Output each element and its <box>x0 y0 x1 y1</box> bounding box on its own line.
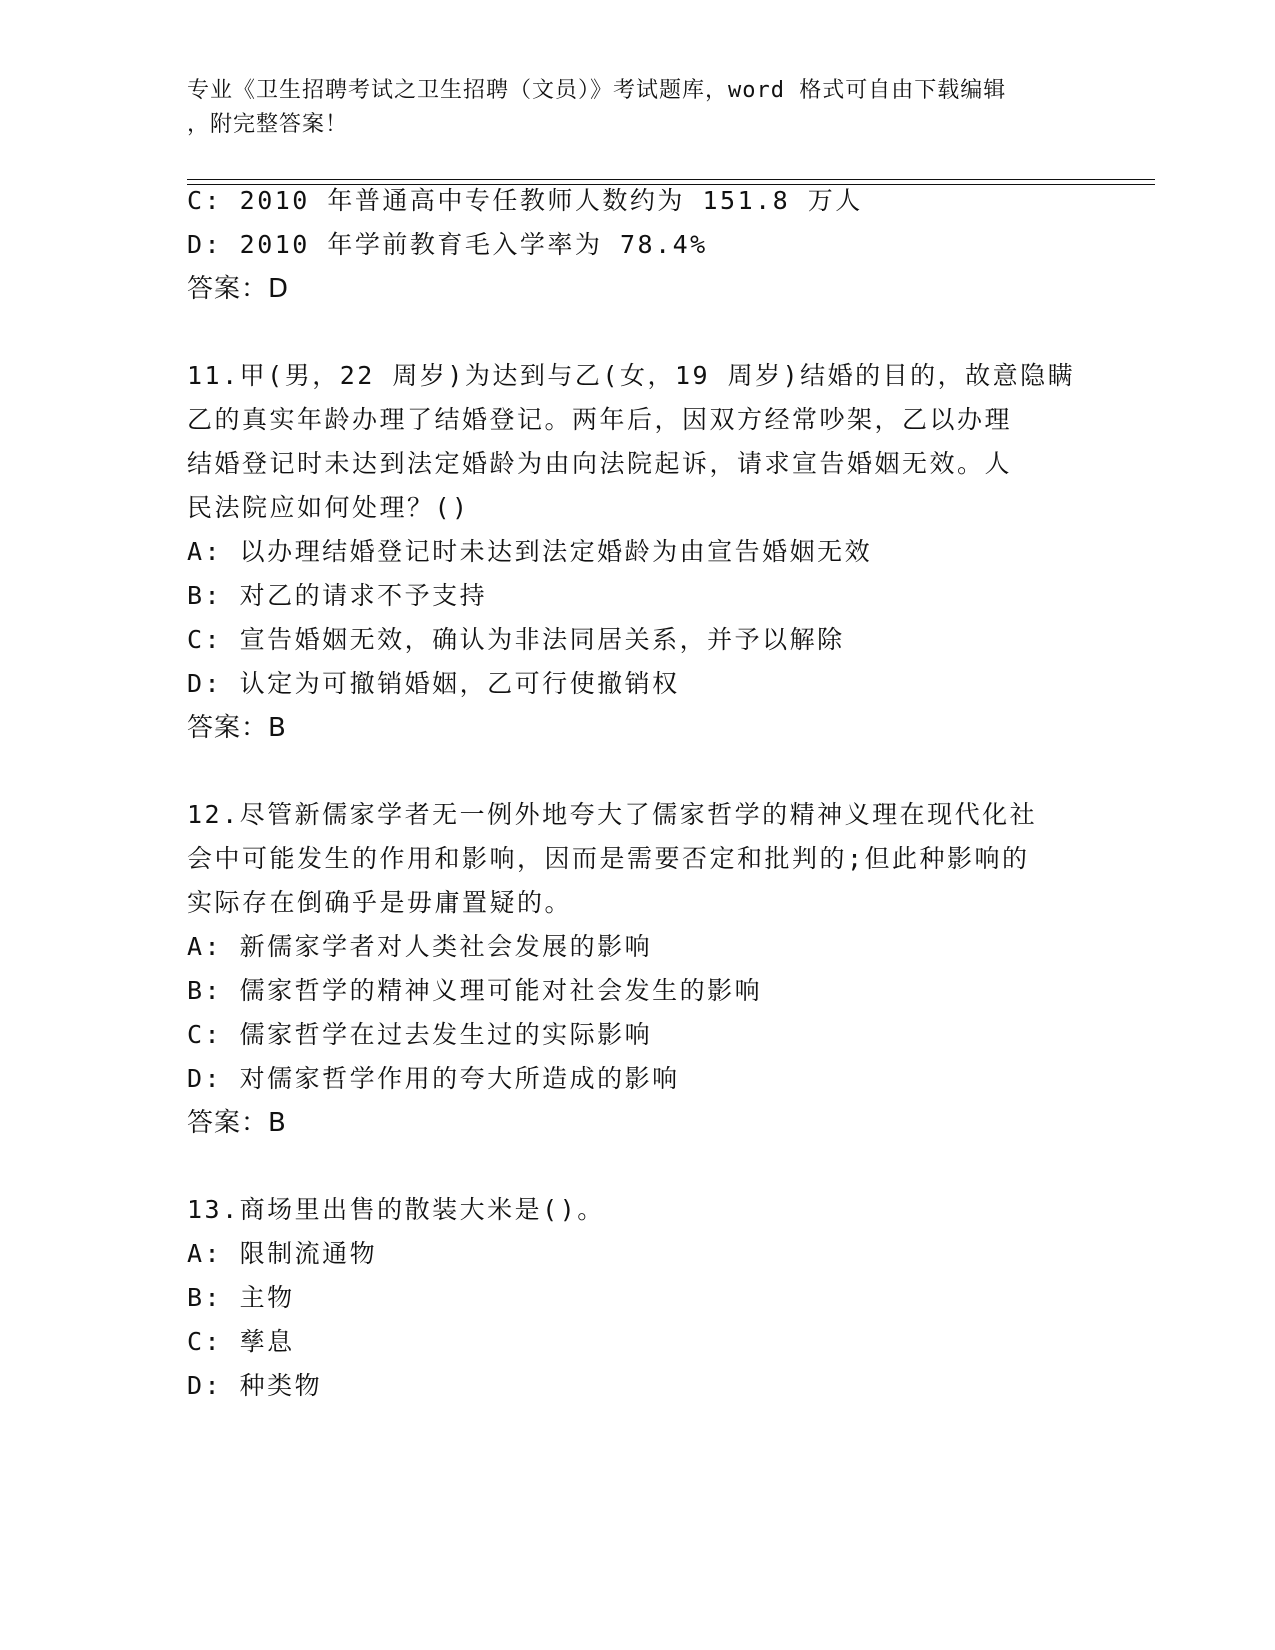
header-line-1: 专业《卫生招聘考试之卫生招聘（文员）》考试题库，word 格式可自由下载编辑 <box>187 78 1007 103</box>
q13-option-b: B: 主物 <box>187 1283 295 1312</box>
q12-answer: 答案：B <box>187 1108 287 1138</box>
header-line-2: ，附完整答案！ <box>187 112 349 137</box>
q11-stem-line-4: 民法院应如何处理？() <box>187 493 470 522</box>
q11-answer: 答案：B <box>187 713 287 743</box>
q12-option-d: D: 对儒家哲学作用的夸大所造成的影响 <box>187 1064 680 1093</box>
q11-option-c: C: 宣告婚姻无效，确认为非法同居关系，并予以解除 <box>187 625 845 654</box>
q12-stem-line-1: 12.尽管新儒家学者无一例外地夸大了儒家哲学的精神义理在现代化社 <box>187 800 1038 829</box>
q11-stem-line-1: 11.甲(男，22 周岁)为达到与乙(女，19 周岁)结婚的目的，故意隐瞒 <box>187 361 1076 390</box>
q13-option-d: D: 种类物 <box>187 1371 323 1400</box>
q12-stem-line-3: 实际存在倒确乎是毋庸置疑的。 <box>187 888 573 917</box>
q10-option-c: C: 2010 年普通高中专任教师人数约为 151.8 万人 <box>187 186 863 215</box>
q11-option-b: B: 对乙的请求不予支持 <box>187 581 488 610</box>
header-divider-top <box>187 179 1155 180</box>
q11-option-a: A: 以办理结婚登记时未达到法定婚龄为由宣告婚姻无效 <box>187 537 873 566</box>
q13-stem: 13.商场里出售的散装大米是()。 <box>187 1195 605 1224</box>
header-divider-bottom <box>187 184 1155 185</box>
q11-option-d: D: 认定为可撤销婚姻，乙可行使撤销权 <box>187 669 680 698</box>
q13-option-c: C: 孳息 <box>187 1327 295 1356</box>
q11-stem-line-2: 乙的真实年龄办理了结婚登记。两年后，因双方经常吵架，乙以办理 <box>187 405 1013 434</box>
document-header <box>187 74 1087 142</box>
q12-option-b: B: 儒家哲学的精神义理可能对社会发生的影响 <box>187 976 763 1005</box>
q10-option-d: D: 2010 年学前教育毛入学率为 78.4% <box>187 230 708 259</box>
q12-option-a: A: 新儒家学者对人类社会发展的影响 <box>187 932 653 961</box>
q12-stem-line-2: 会中可能发生的作用和影响，因而是需要否定和批判的;但此种影响的 <box>187 844 1030 873</box>
q13-option-a: A: 限制流通物 <box>187 1239 378 1268</box>
q11-stem-line-3: 结婚登记时未达到法定婚龄为由向法院起诉，请求宣告婚姻无效。人 <box>187 449 1013 478</box>
q10-answer: 答案：D <box>187 274 290 304</box>
q12-option-c: C: 儒家哲学在过去发生过的实际影响 <box>187 1020 653 1049</box>
